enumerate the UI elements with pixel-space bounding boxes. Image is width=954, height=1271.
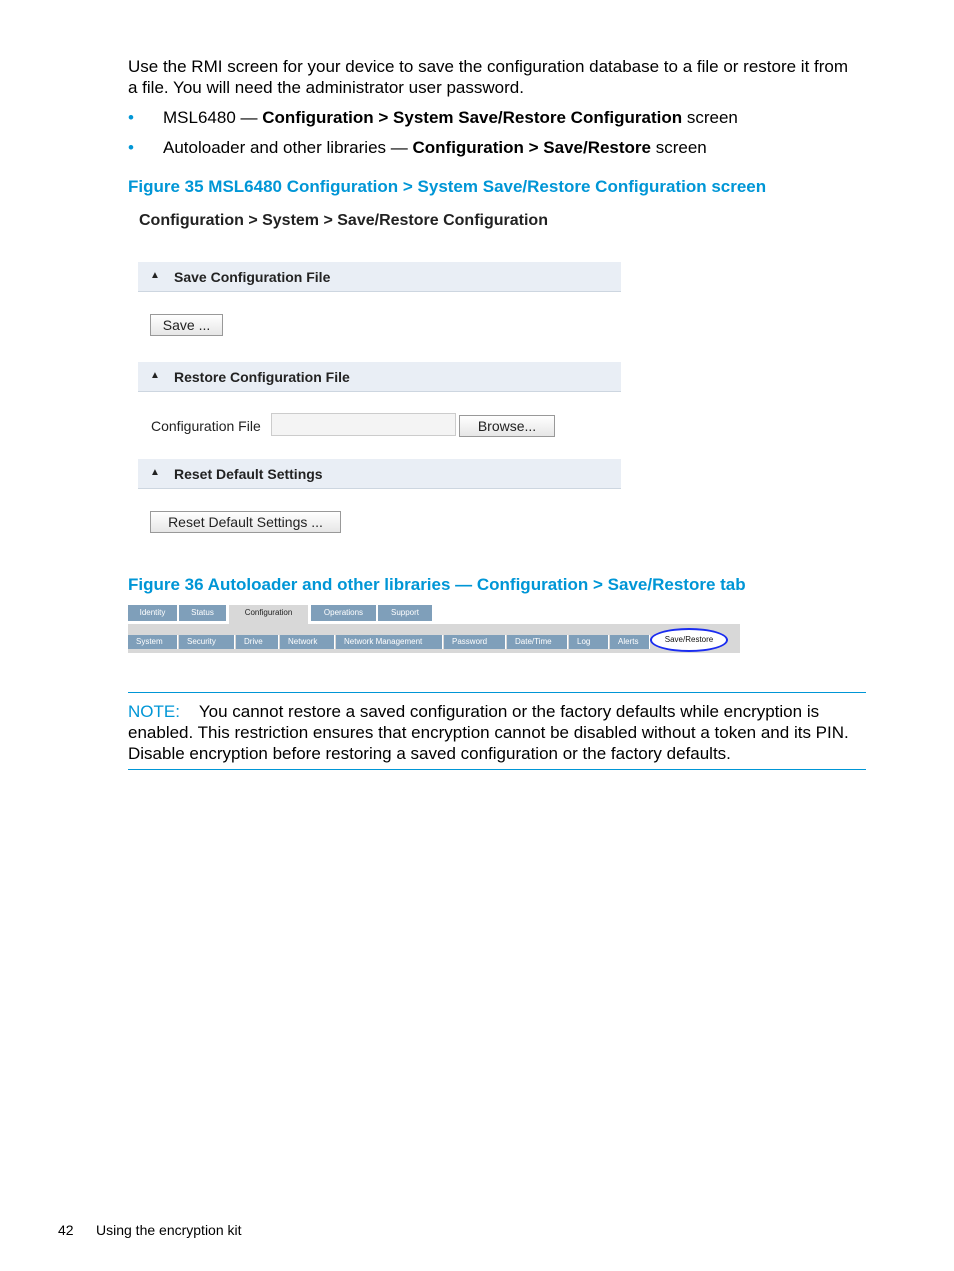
page-number: 42	[58, 1222, 74, 1238]
reset-section-label: Reset Default Settings	[174, 466, 323, 482]
figure35-caption: Figure 35 MSL6480 Configuration > System Save/Restore Configuration screen	[128, 177, 767, 196]
subtab-save-restore[interactable]: Save/Restore	[650, 628, 728, 652]
save-section-label: Save Configuration File	[174, 269, 331, 285]
main-tab-row	[128, 605, 740, 623]
config-file-input[interactable]	[271, 413, 456, 436]
figure35-title: Configuration > System > Save/Restore Configuration	[139, 212, 548, 229]
note-box	[128, 692, 866, 770]
bullet-suffix: screen	[651, 138, 707, 157]
bullet-path: Configuration > System Save/Restore Configuration	[262, 108, 683, 127]
collapse-triangle-icon: ▲	[150, 370, 160, 381]
reset-section-header[interactable]	[138, 459, 621, 489]
bullet-suffix: screen	[682, 108, 738, 127]
restore-section-label: Restore Configuration File	[174, 369, 350, 385]
tab-status[interactable]: Status	[179, 605, 227, 621]
config-file-label: Configuration File	[151, 418, 261, 434]
subtab-log[interactable]: Log	[569, 635, 609, 649]
bullet-path: Configuration > Save/Restore	[412, 138, 652, 157]
subtab-system[interactable]: System	[128, 635, 178, 649]
figure35-screenshot	[138, 208, 628, 543]
sub-tab-row	[128, 624, 740, 653]
figure36-tab-bar	[128, 605, 740, 653]
reset-default-settings-button[interactable]: Reset Default Settings ...	[150, 511, 341, 533]
restore-section-header[interactable]	[138, 362, 621, 392]
tab-support[interactable]: Support	[378, 605, 433, 621]
subtab-network-management[interactable]: Network Management	[336, 635, 443, 649]
footer-section-title: Using the encryption kit	[96, 1222, 242, 1238]
subtab-password[interactable]: Password	[444, 635, 506, 649]
save-button[interactable]: Save ...	[150, 314, 223, 336]
bullet-prefix: MSL6480 —	[163, 108, 263, 127]
bullet-prefix: Autoloader and other libraries —	[163, 138, 413, 157]
note-text: You cannot restore a saved configuration or the factory defaults while encryption is enabled. This restriction ensures that encryption cannot be disabled without a token and its PIN. Disable encryption before restoring a saved configuration or the factory defaults.	[128, 702, 849, 763]
tab-operations[interactable]: Operations	[311, 605, 377, 621]
intro-paragraph: Use the RMI screen for your device to save the configuration database to a file or restore it from a file. You will need the administrator user password.	[128, 57, 849, 97]
figure36-caption: Figure 36 Autoloader and other libraries — Configuration > Save/Restore tab	[128, 575, 746, 594]
subtab-network[interactable]: Network	[280, 635, 335, 649]
tab-configuration[interactable]: Configuration	[229, 605, 309, 624]
subtab-date-time[interactable]: Date/Time	[507, 635, 568, 649]
note-label: NOTE:	[128, 702, 180, 721]
save-section-header[interactable]	[138, 262, 621, 292]
collapse-triangle-icon: ▲	[150, 270, 160, 281]
tab-identity[interactable]: Identity	[128, 605, 178, 621]
subtab-security[interactable]: Security	[179, 635, 235, 649]
subtab-drive[interactable]: Drive	[236, 635, 279, 649]
bullet-dot-icon: •	[128, 108, 134, 127]
browse-button[interactable]: Browse...	[459, 415, 555, 437]
subtab-alerts[interactable]: Alerts	[610, 635, 650, 649]
bullet-dot-icon: •	[128, 138, 134, 157]
collapse-triangle-icon: ▲	[150, 467, 160, 478]
